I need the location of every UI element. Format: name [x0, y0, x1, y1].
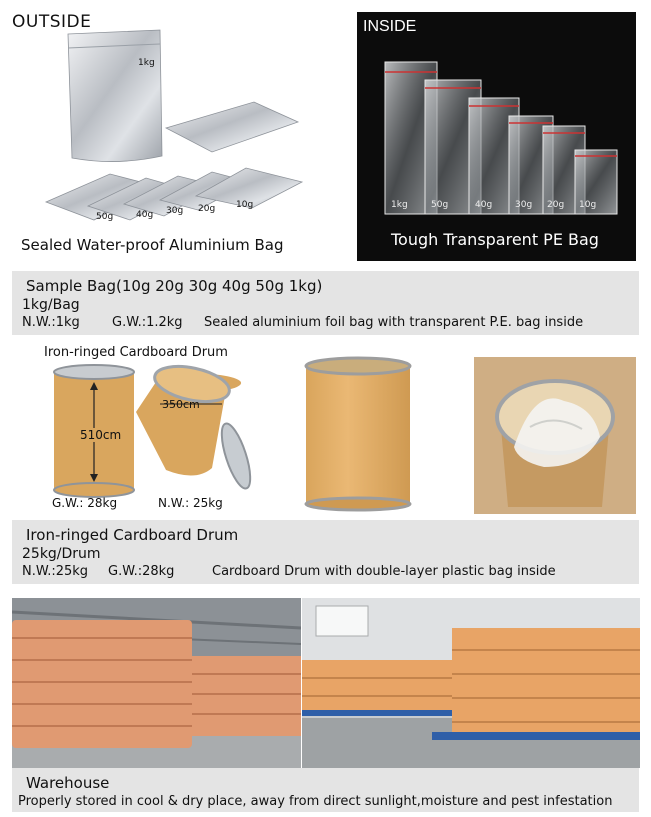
- warehouse-description: Properly stored in cool & dry place, away from direct sunlight,moisture and pest infestation: [18, 794, 613, 809]
- outside-photo-panel: [6, 6, 342, 266]
- drum-description: Cardboard Drum with double-layer plastic bag inside: [212, 564, 556, 579]
- inside-photo-panel: [357, 12, 636, 261]
- outside-tag-40g: 40g: [136, 210, 154, 220]
- open-drum-photo: [474, 357, 636, 514]
- inside-tag-20g: 20g: [547, 200, 565, 210]
- warehouse-info-band: [12, 768, 639, 812]
- closed-drum-photo: [268, 348, 446, 514]
- open-drum-illustration: [474, 357, 636, 514]
- warehouse-photo-right: [302, 598, 640, 768]
- outside-caption: Sealed Water-proof Aluminium Bag: [21, 236, 284, 254]
- inside-tag-1kg: 1kg: [391, 200, 408, 210]
- drum-diameter-label: 350cm: [162, 398, 200, 411]
- drum-title: Iron-ringed Cardboard Drum: [26, 526, 239, 544]
- warehouse-title: Warehouse: [26, 774, 110, 792]
- warehouse-left-illustration: [12, 598, 301, 768]
- drum-diagram-panel: [36, 342, 258, 514]
- outside-tag-50g: 50g: [96, 212, 114, 222]
- inside-caption: Tough Transparent PE Bag: [391, 230, 599, 249]
- drum-info-band: [12, 520, 639, 584]
- sample-bag-info-band: [12, 271, 639, 335]
- sample-bag-description: Sealed aluminium foil bag with transparent P.E. bag inside: [204, 315, 584, 330]
- outside-label: OUTSIDE: [12, 12, 92, 32]
- outside-tag-10g: 10g: [236, 200, 254, 210]
- inside-label: INSIDE: [363, 18, 417, 35]
- warehouse-photo-left: [12, 598, 301, 768]
- outside-tag-30g: 30g: [166, 206, 184, 216]
- drum-diagram-nw: N.W.: 25kg: [158, 496, 223, 510]
- inside-tag-50g: 50g: [431, 200, 449, 210]
- sample-bag-gw: G.W.:1.2kg: [112, 315, 183, 330]
- drum-unit: 25kg/Drum: [22, 546, 101, 562]
- drum-diagram-title: Iron-ringed Cardboard Drum: [44, 345, 228, 360]
- outside-big-bag-tag: 1kg: [138, 58, 155, 68]
- inside-tag-10g: 10g: [579, 200, 597, 210]
- aluminium-bags-illustration: [6, 6, 342, 266]
- outside-tag-20g: 20g: [198, 204, 216, 214]
- inside-tag-30g: 30g: [515, 200, 533, 210]
- inside-tag-40g: 40g: [475, 200, 493, 210]
- pe-bags-illustration: [357, 12, 636, 261]
- drum-nw: N.W.:25kg: [22, 564, 89, 579]
- warehouse-right-illustration: [302, 598, 640, 768]
- drum-gw: G.W.:28kg: [108, 564, 175, 579]
- drum-height-label: 510cm: [80, 428, 122, 442]
- drum-diagram-gw: G.W.: 28kg: [52, 496, 118, 510]
- sample-bag-unit: 1kg/Bag: [22, 297, 80, 313]
- closed-drum-illustration: [268, 348, 446, 514]
- sample-bag-nw: N.W.:1kg: [22, 315, 80, 330]
- drum-diagram-illustration: [36, 342, 258, 514]
- sample-bag-title: Sample Bag(10g 20g 30g 40g 50g 1kg): [26, 277, 323, 295]
